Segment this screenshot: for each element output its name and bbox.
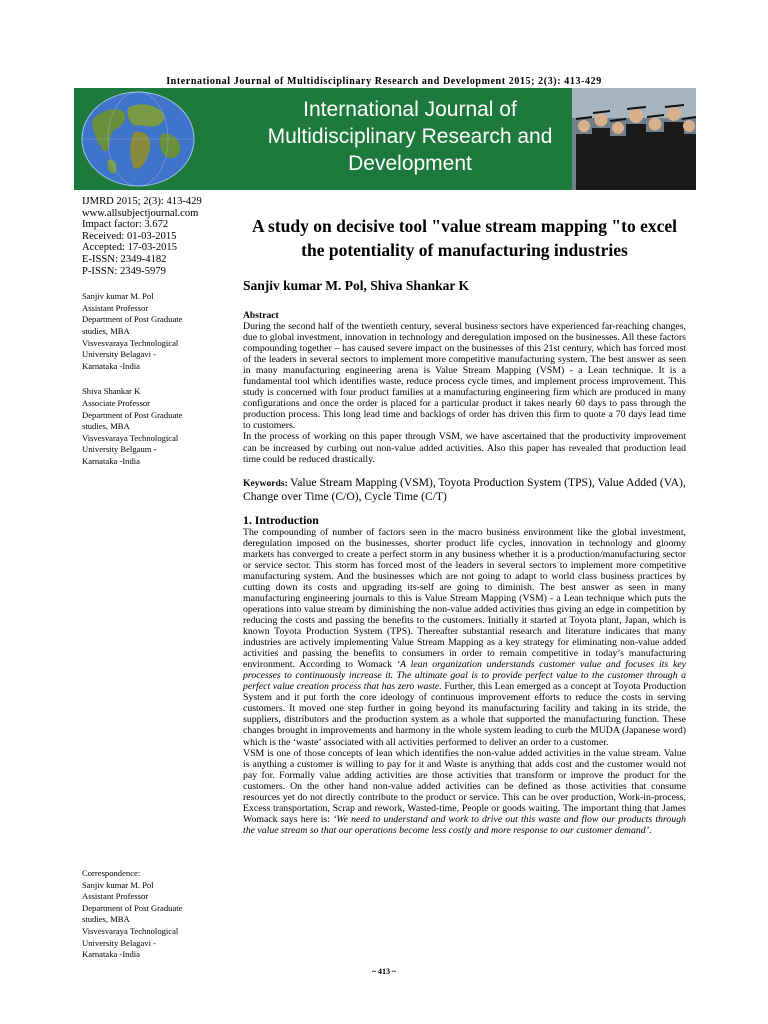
abstract-heading: Abstract bbox=[243, 310, 279, 321]
keywords-label: Keywords: bbox=[243, 477, 288, 489]
sidebar bbox=[82, 196, 230, 467]
author1-affiliation bbox=[82, 291, 230, 372]
affiliation-line: Karnataka -India bbox=[82, 360, 140, 371]
womack-quote: ‘A lean organization understands customer value and focuses its key processes to continuously increase it. The ultimate goal is to provide perfect value to the customer through a perfect value creation process that has zero waste. bbox=[243, 659, 686, 693]
intro-text: The compounding of number of factors seen in the macro business environment like the global investment, deregulation imposed on the businesses, shorter product life cycles, innovation in technology and gloomy markets has converged to create a perfect storm in any business whether it is a production/manufacturing sector or service sector. This storm has forced most of the leaders in several sectors to implement more competitive manufacturing system. And the businesses which are not going to adapt to world class business practices by cutting down its costs and upgrading its-self are going to diminish. The best answer as seen in many manufacturing engineering journals to this is Value Stream Mapping (VSM) - a Lean technique which puts the operations into value stream by diminishing the non-value added activities thus giving an edge in competition by reducing the costs and passing the benefits to the customers. Initially it started at Toyota plant, Japan, which is known Toyota Production System (TPS). Thereafter substantial research and literature indicates that many industries are actively implementing Value Stream Mapping as a key strategy for eliminating non-value added activities and passing the benefits to consumers in order to remain competitive in today’s manufacturing environment. According to Womack bbox=[243, 526, 686, 671]
correspondence-line: Correspondence: bbox=[82, 868, 141, 878]
banner-title-line2: Multidisciplinary Research and bbox=[267, 125, 553, 148]
introduction-paragraph bbox=[243, 748, 686, 836]
meta-line: Impact factor: 3.672 bbox=[82, 219, 169, 231]
affiliation-line: Visvesvaraya Technological bbox=[82, 432, 179, 443]
abstract-paragraph: During the second half of the twentieth century, several business sectors have experienced far-reaching changes, due to global investment, innovation in technology and deregulation imposed on the businesses. All these factors compounding together – has caused severe impact on the businesses of this 21st century, which has forced most of the leaders in several sectors to implement more competitive manufacturing system. The best answer as seen in many manufacturing engineering arena is Value Stream Mapping (VSM) - a Lean technique. It is a fundamental tool which identifies waste, reduce process cycle times, and implement process improvement. This study is concerned with four product families at a manufacturing engineering firm which are produced in many configurations and once the order is placed for a particular product it takes nearly 60 days to pass through the production process. This long lead time and backlogs of order has driven this firm to quote a 70 days lead time to customers. bbox=[243, 321, 686, 432]
correspondence-line: Department of Post Graduate bbox=[82, 902, 183, 913]
intro-text: . bbox=[648, 824, 652, 836]
affiliation-line: University Belagavi - bbox=[82, 349, 156, 360]
correspondence-line: Visvesvaraya Technological bbox=[82, 925, 179, 936]
meta-line: IJMRD 2015; 2(3): 413-429 bbox=[82, 196, 202, 207]
affiliation-line: Sanjiv kumar M. Pol bbox=[82, 291, 154, 302]
keywords bbox=[243, 476, 686, 504]
affiliation-line: studies, MBA bbox=[82, 421, 130, 432]
correspondence-line: Karnataka -India bbox=[82, 949, 140, 960]
affiliation-line: Karnataka -India bbox=[82, 455, 140, 466]
banner-title-line1: International Journal of bbox=[303, 98, 517, 121]
journal-banner bbox=[74, 88, 696, 190]
section-heading-introduction: 1. Introduction bbox=[243, 512, 319, 527]
intro-text: Further, this Lean emerged as a concept at Toyota Production System and it put forth the core ideology of continuous improvement efforts to reduce the costs in serving customers. It moved one step further in going beyond its manufacturing facility and taking in its stride, the suppliers, distributors and the production system as a whole that supported the manufacturing function. These changes brought in improvements and harmony in the whole system leading to curb the MUDA (Japanese word) which is the ‘waste’ associated with all activities performed to deliver an order to a customer. bbox=[243, 681, 686, 748]
affiliation-line: Assistant Professor bbox=[82, 302, 149, 313]
keywords-text: Value Stream Mapping (VSM), Toyota Production System (TPS), Value Added (VA), Change over Time (C/O), Cycle Time (C/T) bbox=[243, 475, 686, 503]
paper-authors: Sanjiv kumar M. Pol, Shiva Shankar K bbox=[243, 278, 470, 293]
affiliation-line: Department of Post Graduate bbox=[82, 314, 183, 325]
abstract-paragraph: In the process of working on this paper through VSM, we have ascertained that the productivity improvement can be increased by curbing out non-value added activities. Also this paper has revealed that production lead time could be reduced drastically. bbox=[243, 431, 686, 465]
world-globe-icon bbox=[78, 90, 198, 188]
introduction-paragraph bbox=[243, 527, 686, 748]
paper-title: A study on decisive tool "value stream mapping "to excel the potentiality of manufacturing industries bbox=[252, 216, 677, 260]
correspondence-line: Assistant Professor bbox=[82, 891, 149, 902]
main-column bbox=[243, 214, 686, 836]
banner-title bbox=[260, 96, 560, 177]
correspondence-line: Sanjiv kumar M. Pol bbox=[82, 879, 154, 890]
affiliation-line: Associate Professor bbox=[82, 397, 151, 408]
intro-text: VSM is one of those concepts of lean which identifies the non-value added activities in the value stream. Value is anything a customer is willing to pay for it and Waste is anything that adds cost and the customer would not pay for. Formally value adding activities are those activities that transform or improve the product for the customers. On the other hand non-value added activities can be defined as those activities that consume resources yet do not directly contribute to the product or service. This can be over production, Work-in-process, Excess transportation, Scrap and rework, Wasted-time, People or goods waiting. The important thing that James Womack says here is: bbox=[243, 747, 686, 825]
banner-title-line3: Development bbox=[348, 152, 472, 175]
meta-line: P-ISSN: 2349-5979 bbox=[82, 265, 166, 277]
running-head: International Journal of Multidisciplinary Research and Development 2015; 2(3): 413-429 bbox=[166, 76, 602, 87]
affiliation-line: Visvesvaraya Technological bbox=[82, 337, 179, 348]
affiliation-line: studies, MBA bbox=[82, 325, 130, 336]
article-meta bbox=[82, 196, 230, 277]
correspondence-line: studies, MBA bbox=[82, 914, 130, 925]
affiliation-line: University Belgaum - bbox=[82, 444, 157, 455]
correspondence-block bbox=[82, 868, 230, 961]
affiliation-line: Shiva Shankar K bbox=[82, 386, 141, 397]
author2-affiliation bbox=[82, 386, 230, 467]
graduates-photo bbox=[572, 88, 696, 190]
meta-line: Received: 01-03-2015 bbox=[82, 230, 177, 242]
meta-line: E-ISSN: 2349-4182 bbox=[82, 253, 167, 265]
journal-url[interactable]: www.allsubjectjournal.com bbox=[82, 207, 199, 219]
correspondence-line: University Belagavi - bbox=[82, 937, 156, 948]
page-number: ~ 413 ~ bbox=[371, 967, 397, 976]
meta-line: Accepted: 17-03-2015 bbox=[82, 242, 178, 254]
womack-quote: ‘We need to understand and work to drive out this waste and flow our products through the value stream so that our operations become less costly and more response to our customer demand’ bbox=[243, 813, 687, 836]
affiliation-line: Department of Post Graduate bbox=[82, 409, 183, 420]
